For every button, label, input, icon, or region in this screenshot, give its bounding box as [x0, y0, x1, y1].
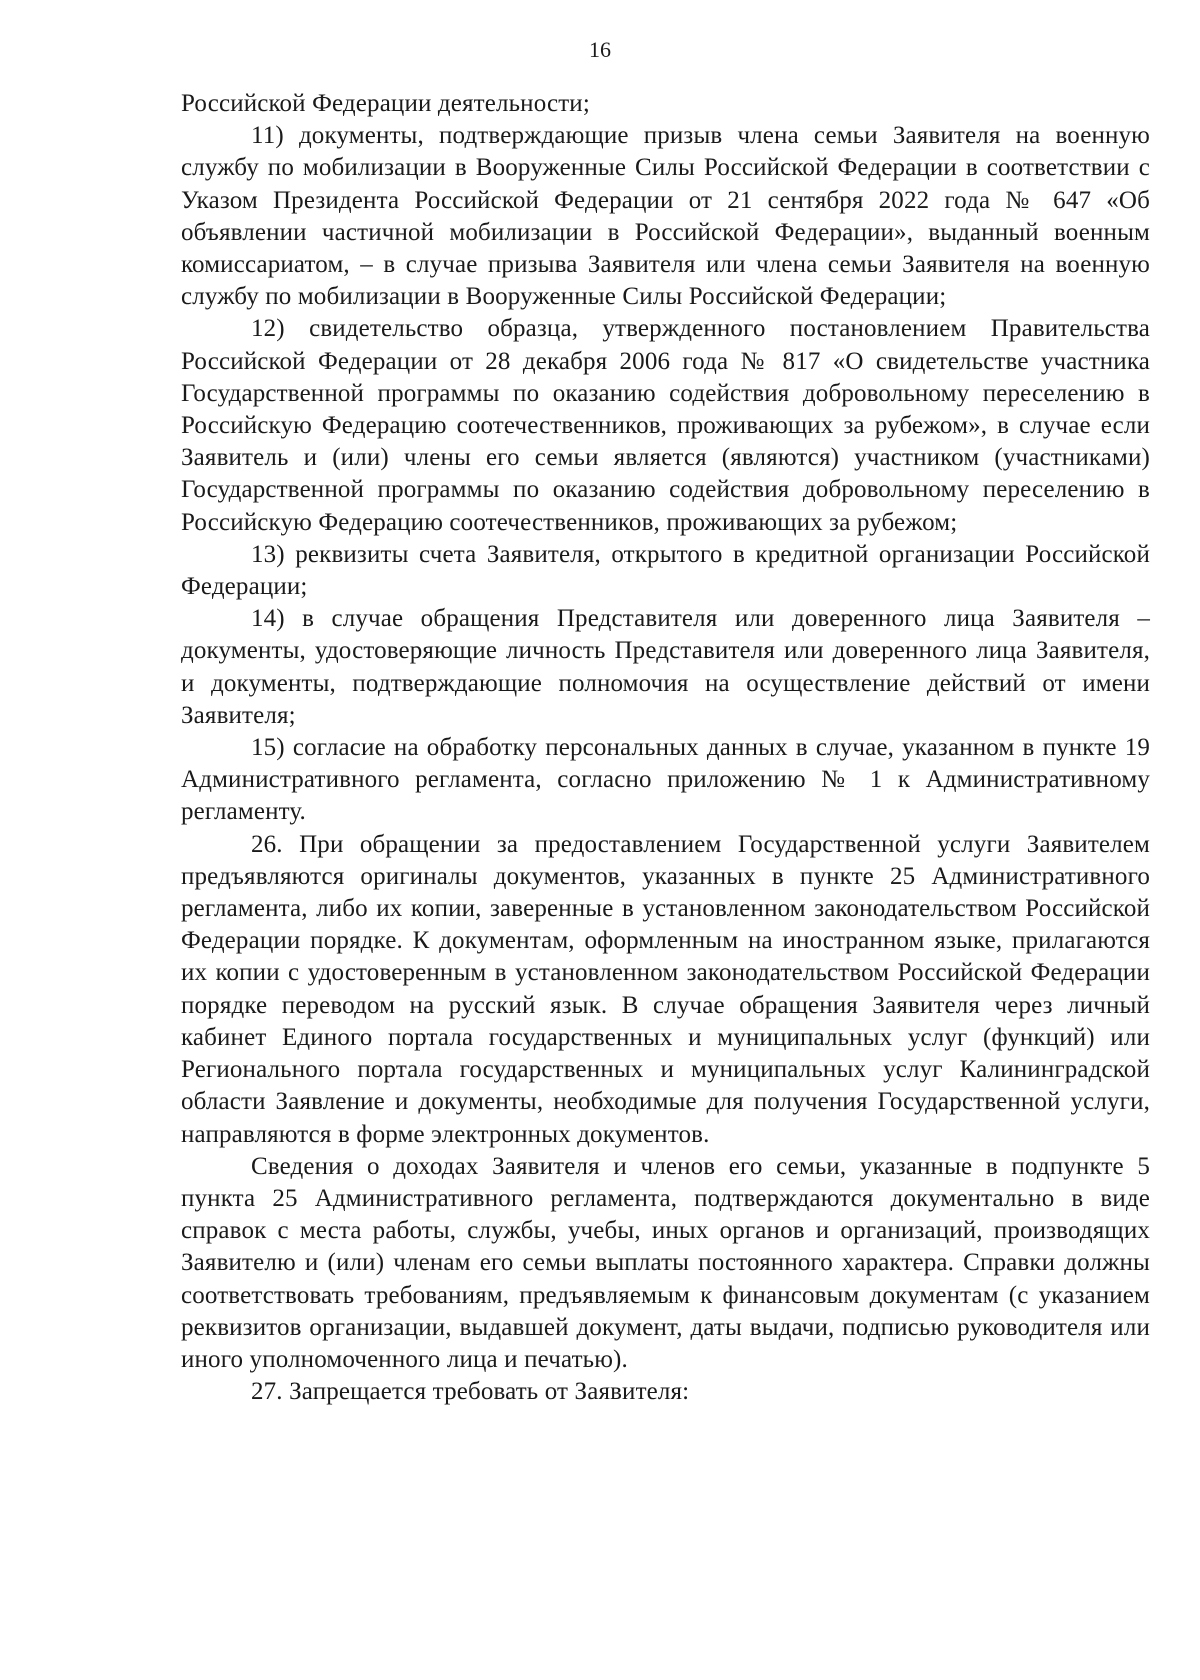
paragraph-item-13: 13) реквизиты счета Заявителя, открытого в кредитной организации Российской Федерации; [181, 540, 1150, 601]
document-body [181, 88, 1150, 1408]
paragraph-item-11: 11) документы, подтверждающие призыв члена семьи Заявителя на военную службу по мобилизации в Вооруженные Силы Российской Федерации в соответствии с Указом Президента Российской Федерации от 21 сентября 2022 года № 647 «Об объявлении частичной мобилизации в Российской Федерации», выданный военным комиссариатом, – в случае призыва Заявителя или члена семьи Заявителя на военную службу по мобилизации в Вооруженные Силы Российской Федерации; [181, 122, 1150, 311]
paragraph-continuation: Российской Федерации деятельности; [181, 90, 590, 117]
paragraph-clause-27: 27. Запрещается требовать от Заявителя: [251, 1378, 690, 1406]
page-number: 16 [589, 37, 611, 62]
paragraph-item-15: 15) согласие на обработку персональных данных в случае, указанном в пункте 19 Административного регламента, согласно приложению № 1 к Административному регламенту. [181, 734, 1150, 826]
paragraph-income-info: Сведения о доходах Заявителя и членов его семьи, указанные в подпункте 5 пункта 25 Административного регламента, подтверждаются документально в виде справок с места работы, службы, учебы, иных органов и организаций, производящих Заявителю и (или) членам его семьи выплаты постоянного характера. Справки должны соответствовать требованиям, предъявляемым к финансовым документам (с указанием реквизитов организации, выдавшей документ, даты выдачи, подписью руководителя или иного уполномоченного лица и печатью). [181, 1152, 1150, 1373]
paragraph-item-14: 14) в случае обращения Представителя или доверенного лица Заявителя – документы, удостоверяющие личность Представителя или доверенного лица Заявителя, и документы, подтверждающие полномочия на осуществление действий от имени Заявителя; [181, 605, 1150, 729]
paragraph-item-12: 12) свидетельство образца, утвержденного постановлением Правительства Российской Федерации от 28 декабря 2006 года № 817 «О свидетельстве участника Государственной программы по оказанию содействия добровольному переселению в Российскую Федерацию соотечественников, проживающих за рубежом», в случае если Заявитель и (или) члены его семьи является (являются) участником (участниками) Государственной программы по оказанию содействия добровольному переселению в Российскую Федерацию соотечественников, проживающих за рубежом; [181, 315, 1150, 536]
paragraph-clause-26: 26. При обращении за предоставлением Государственной услуги Заявителем предъявляются оригиналы документов, указанных в пункте 25 Административного регламента, либо их копии, заверенные в установленном законодательством Российской Федерации порядке. К документам, оформленным на иностранном языке, прилагаются их копии с удостоверенным в установленном законодательством Российской Федерации порядке переводом на русский язык. В случае обращения Заявителя через личный кабинет Единого портала государственных и муниципальных услуг (функций) или Регионального портала государственных и муниципальных услуг Калининградской области Заявление и документы, необходимые для получения Государственной услуги, направляются в форме электронных документов. [181, 830, 1150, 1148]
